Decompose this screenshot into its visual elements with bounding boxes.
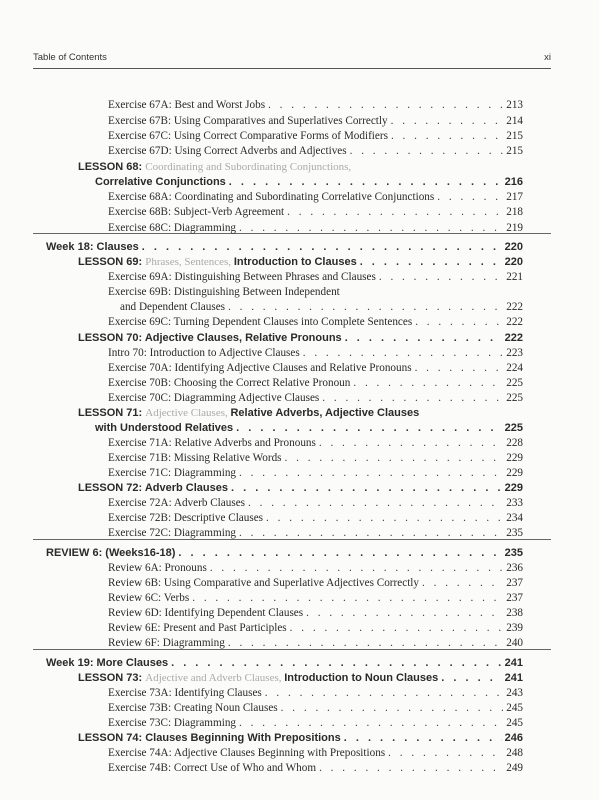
dot-leader xyxy=(306,606,503,621)
toc-entry-title xyxy=(78,406,419,421)
toc-entry-title: Exercise 68C: Diagramming xyxy=(108,222,237,234)
toc-heading-entry xyxy=(46,656,523,671)
dot-leader xyxy=(142,240,502,255)
toc-page-number: 213 xyxy=(506,99,523,111)
dot-leader xyxy=(379,270,503,285)
toc-entry xyxy=(108,346,523,361)
dot-leader xyxy=(391,114,504,129)
toc-entry-title: Exercise 70C: Diagramming Adjective Clauses xyxy=(108,392,320,404)
toc-entry-title: Exercise 67A: Best and Worst Jobs xyxy=(108,99,266,111)
toc-entry-title: Exercise 70A: Identifying Adjective Clauses and Relative Pronouns xyxy=(108,362,412,374)
dot-leader xyxy=(303,346,504,361)
toc-page-number: 240 xyxy=(506,637,523,649)
toc-page-number: 245 xyxy=(506,717,523,729)
toc-page-number: 225 xyxy=(504,422,523,434)
toc-page-number: 241 xyxy=(504,672,523,684)
dot-leader xyxy=(415,315,503,330)
dot-leader xyxy=(290,621,504,636)
toc-page-number: 225 xyxy=(506,377,523,389)
toc-entry-title xyxy=(78,671,438,686)
toc-entry-title: Review 6A: Pronouns xyxy=(108,562,207,574)
toc-page-number: 222 xyxy=(506,301,523,313)
dot-leader xyxy=(248,496,503,511)
toc-page-number: 236 xyxy=(506,562,523,574)
toc-page-number: 246 xyxy=(504,732,523,744)
toc-page-number: 215 xyxy=(506,145,523,157)
toc-entry-title: with Understood Relatives xyxy=(95,422,234,434)
toc-entry xyxy=(108,621,523,636)
toc-heading-entry xyxy=(78,731,523,746)
toc-entry-title: LESSON 70: Adjective Clauses, Relative Pronouns xyxy=(78,332,342,344)
toc-page-number: 241 xyxy=(504,657,523,669)
toc-page-number: 229 xyxy=(506,467,523,479)
dot-leader xyxy=(192,591,503,606)
toc-page-number: 235 xyxy=(506,527,523,539)
toc-entry xyxy=(108,606,523,621)
toc-heading-entry xyxy=(46,546,523,561)
lesson-label: LESSON 71: xyxy=(78,407,146,419)
toc-entry-title: Exercise 71A: Relative Adverbs and Pronouns xyxy=(108,437,316,449)
toc-entry-title: Exercise 72C: Diagramming xyxy=(108,527,237,539)
toc-entry-title: Exercise 69B: Distinguishing Between Independent xyxy=(108,286,340,298)
toc-page-number: 222 xyxy=(506,316,523,328)
toc-entry xyxy=(108,576,523,591)
dot-leader xyxy=(239,466,503,481)
dot-leader xyxy=(322,391,503,406)
toc-entry-title: Exercise 68A: Coordinating and Subordinating Correlative Conjunctions xyxy=(108,191,435,203)
dot-leader xyxy=(229,175,502,190)
highlighted-topic: Adjective Clauses, xyxy=(145,407,231,419)
lesson-label: LESSON 69: xyxy=(78,256,146,268)
toc-page-number: 233 xyxy=(506,497,523,509)
toc-heading-entry xyxy=(78,160,523,175)
dot-leader xyxy=(239,716,503,731)
toc-entry-title: Exercise 74B: Correct Use of Who and Whom xyxy=(108,762,317,774)
highlighted-topic: Coordinating and Subordinating Conjunctions, xyxy=(145,161,352,173)
lesson-label: LESSON 73: xyxy=(78,672,146,684)
running-title: Table of Contents xyxy=(33,52,107,63)
toc-entry-title: Intro 70: Introduction to Adjective Clauses xyxy=(108,347,300,359)
toc-page-number: 222 xyxy=(504,332,523,344)
toc-entry xyxy=(108,451,523,466)
toc-page-number: 216 xyxy=(504,176,523,188)
toc-page-number: 220 xyxy=(504,241,523,253)
dot-leader xyxy=(345,331,502,346)
dot-leader xyxy=(437,190,503,205)
toc-page-number: 229 xyxy=(506,452,523,464)
toc-page-number: 218 xyxy=(506,206,523,218)
toc-entry-title: Week 18: Clauses xyxy=(46,241,139,253)
toc-page-number: 248 xyxy=(506,747,523,759)
toc-entry xyxy=(108,391,523,406)
toc-entry-title: Exercise 72A: Adverb Clauses xyxy=(108,497,246,509)
dot-leader xyxy=(285,451,504,466)
lesson-label: LESSON 68: xyxy=(78,161,146,173)
toc-entry-title: Review 6B: Using Comparative and Superlative Adjectives Correctly xyxy=(108,577,420,589)
dot-leader xyxy=(319,436,503,451)
lesson-topic: Introduction to Noun Clauses xyxy=(284,672,439,684)
lesson-topic: Introduction to Clauses xyxy=(233,256,357,268)
toc-entry xyxy=(108,436,523,451)
toc-entry xyxy=(108,746,523,761)
toc-entry xyxy=(108,129,523,144)
toc-entry xyxy=(108,496,523,511)
toc-heading-entry xyxy=(78,406,523,421)
dot-leader xyxy=(178,546,501,561)
toc-page-number: 214 xyxy=(506,115,523,127)
toc-heading-entry xyxy=(78,331,523,346)
toc-entry xyxy=(108,526,523,541)
toc-entry-title: Exercise 68B: Subject-Verb Agreement xyxy=(108,206,285,218)
toc-page-number: 219 xyxy=(506,222,523,234)
toc-entry-title: Exercise 70B: Choosing the Correct Relative Pronoun xyxy=(108,377,351,389)
toc-heading-entry xyxy=(78,255,523,270)
dot-leader xyxy=(360,255,502,270)
toc-entry xyxy=(108,466,523,481)
toc-entry xyxy=(108,221,523,236)
toc-entry xyxy=(108,315,523,330)
toc-entry xyxy=(108,361,523,376)
dot-leader xyxy=(171,656,502,671)
dot-leader xyxy=(266,511,503,526)
toc-entry xyxy=(108,270,523,285)
toc-page-number: 237 xyxy=(506,577,523,589)
toc-entry-title: REVIEW 6: (Weeks16-18) xyxy=(46,547,176,559)
toc-entry-title: Review 6E: Present and Past Participles xyxy=(108,622,287,634)
dot-leader xyxy=(388,746,503,761)
toc-entry-title: LESSON 74: Clauses Beginning With Prepositions xyxy=(78,732,341,744)
toc-entry-title: Exercise 73C: Diagramming xyxy=(108,717,237,729)
dot-leader xyxy=(228,300,503,315)
dot-leader xyxy=(391,129,503,144)
toc-page-number: 224 xyxy=(506,362,523,374)
toc-entry xyxy=(108,591,523,606)
toc-entry xyxy=(108,144,523,159)
toc-page-number: 239 xyxy=(506,622,523,634)
toc-heading-entry xyxy=(46,240,523,255)
dot-leader xyxy=(422,576,503,591)
dot-leader xyxy=(228,636,503,651)
toc-entry xyxy=(108,761,523,776)
dot-leader xyxy=(319,761,503,776)
toc-entry xyxy=(108,716,523,731)
dot-leader xyxy=(281,701,504,716)
toc-entry xyxy=(120,300,523,315)
toc-entry xyxy=(108,285,523,300)
dot-leader xyxy=(268,98,503,113)
toc-entry-title: LESSON 72: Adverb Clauses xyxy=(78,482,228,494)
toc-entry-title: Exercise 67D: Using Correct Adverbs and Adjectives xyxy=(108,145,347,157)
toc-entry-title: Exercise 73A: Identifying Clauses xyxy=(108,687,262,699)
toc-entry-title: Exercise 69C: Turning Dependent Clauses into Complete Sentences xyxy=(108,316,413,328)
toc-page-number: 215 xyxy=(506,130,523,142)
toc-page-number: 228 xyxy=(506,437,523,449)
dot-leader xyxy=(344,731,502,746)
toc-entry xyxy=(108,701,523,716)
dot-leader xyxy=(236,421,502,436)
dot-leader xyxy=(231,481,502,496)
dot-leader xyxy=(353,376,503,391)
toc-page-number: 243 xyxy=(506,687,523,699)
dot-leader xyxy=(441,671,501,686)
toc-entry-title: Review 6C: Verbs xyxy=(108,592,190,604)
toc-entry-title: Exercise 72B: Descriptive Clauses xyxy=(108,512,264,524)
toc-page-number: 245 xyxy=(506,702,523,714)
toc-entry-title: Exercise 71C: Diagramming xyxy=(108,467,237,479)
toc-page-number: 223 xyxy=(506,347,523,359)
toc-page-number: 217 xyxy=(506,191,523,203)
toc-entry xyxy=(108,98,523,113)
toc-entry xyxy=(108,205,523,220)
highlighted-topic: Adjective and Adverb Clauses, xyxy=(145,672,285,684)
toc-page-number: 249 xyxy=(506,762,523,774)
toc-heading-entry xyxy=(95,175,523,190)
dot-leader xyxy=(210,561,503,576)
dot-leader xyxy=(415,361,504,376)
toc-entry-title: Exercise 74A: Adjective Clauses Beginning with Prepositions xyxy=(108,747,386,759)
toc-page-number: 238 xyxy=(506,607,523,619)
toc-heading-entry xyxy=(78,671,523,686)
toc-entry-title: Exercise 73B: Creating Noun Clauses xyxy=(108,702,278,714)
toc-entry-title xyxy=(78,160,351,175)
toc-entry-title: Week 19: More Clauses xyxy=(46,657,169,669)
dot-leader xyxy=(239,526,503,541)
toc-page-number: 221 xyxy=(506,271,523,283)
toc-page-number: 220 xyxy=(504,256,523,268)
toc-entry xyxy=(108,376,523,391)
dot-leader xyxy=(265,686,503,701)
dot-leader xyxy=(350,144,504,159)
toc-entry-title: Review 6D: Identifying Dependent Clauses xyxy=(108,607,304,619)
toc-heading-entry xyxy=(78,481,523,496)
toc-entry-title: Correlative Conjunctions xyxy=(95,176,226,188)
toc-entry-title: and Dependent Clauses xyxy=(120,301,226,313)
dot-leader xyxy=(287,205,503,220)
toc-page-number: 229 xyxy=(504,482,523,494)
toc-entry-title: Review 6F: Diagramming xyxy=(108,637,225,649)
toc-page-number: 237 xyxy=(506,592,523,604)
dot-leader xyxy=(239,221,503,236)
toc-entry-title: Exercise 69A: Distinguishing Between Phrases and Clauses xyxy=(108,271,376,283)
toc-page-number: 235 xyxy=(504,547,523,559)
toc-entry-title: Exercise 71B: Missing Relative Words xyxy=(108,452,282,464)
toc-page-number: 234 xyxy=(506,512,523,524)
toc-page-number: 225 xyxy=(506,392,523,404)
page-number: xi xyxy=(544,52,551,63)
toc-entry xyxy=(108,190,523,205)
toc-entry-title: Exercise 67C: Using Correct Comparative Forms of Modifiers xyxy=(108,130,388,142)
toc-entry xyxy=(108,686,523,701)
toc-entry xyxy=(108,561,523,576)
toc-entry xyxy=(108,636,523,651)
toc-entry-title xyxy=(78,255,357,270)
toc-heading-entry xyxy=(95,421,523,436)
toc-entry-title: Exercise 67B: Using Comparatives and Superlatives Correctly xyxy=(108,115,388,127)
toc-entry xyxy=(108,114,523,129)
lesson-topic: Relative Adverbs, Adjective Clauses xyxy=(230,407,420,419)
highlighted-topic: Phrases, Sentences, xyxy=(145,256,234,268)
toc-entry xyxy=(108,511,523,526)
